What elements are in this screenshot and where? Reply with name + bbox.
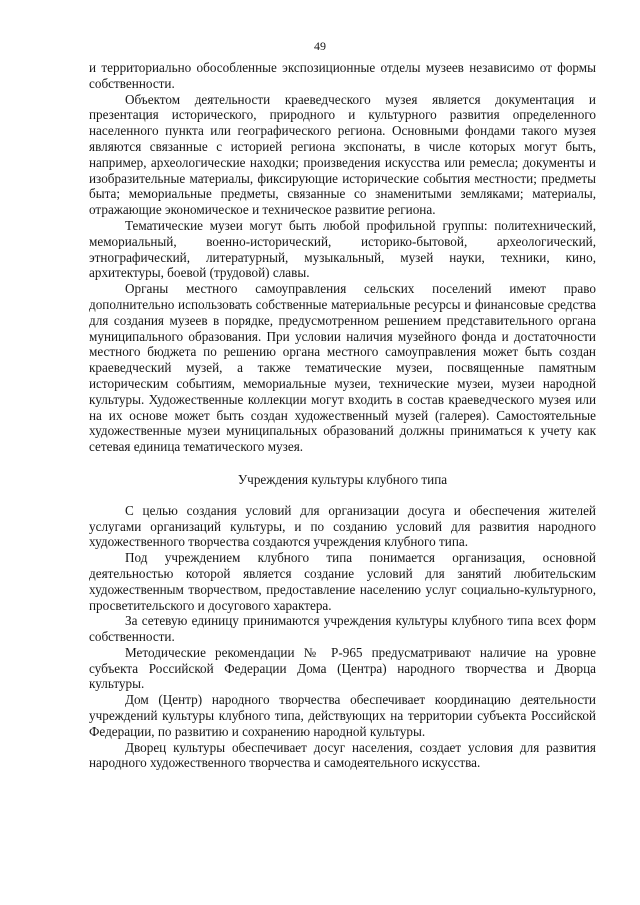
paragraph: и территориально обособленные экспозиционные отделы музеев независимо от формы собственности. <box>89 60 596 91</box>
paragraph: Органы местного самоуправления сельских поселений имеют право дополнительно использовать собственные материальные ресурсы и финансовые средства для создания музеев в порядке, предусмотренном решением представительного органа муниципального образования. При условии наличия музейного фонда и достаточности местного бюджета по решению органа местного самоуправления может быть создан краеведческий музей, а также тематические музеи, посвященные памятным историческим событиям, мемориальные музеи, технические музеи, музеи народной культуры. Художественные коллекции могут входить в состав краеведческого музея или на их основе может быть создан художественный музей (галерея). Самостоятельные художественные музеи муниципальных образований должны приниматься к учету как сетевая единица тематического музея. <box>89 281 596 455</box>
document-body <box>89 60 596 771</box>
paragraph: Дворец культуры обеспечивает досуг населения, создает условия для развития народного художественного творчества и самодеятельного искусства. <box>89 739 596 771</box>
paragraph: Под учреждением клубного типа понимается организация, основной деятельностью которой является создание условий для занятий любительским художественным творчеством, предоставление населению услуг социально-культурного, просветительского и досугового характера. <box>89 550 596 613</box>
paragraph: Объектом деятельности краеведческого музея является документация и презентация исторического, природного и культурного развития определенного населенного пункта или географического региона. Основными фондами такого музея являются связанные с историей региона экспонаты, в числе которых могут быть, например, археологические находки; произведения искусства или ремесла; документы и изобразительные материалы, фиксирующие исторические события местности; предметы быта; мемориальные предметы, связанные со знаменитыми земляками; материалы, отражающие экономическое и техническое развитие региона. <box>89 91 596 218</box>
section-title: Учреждения культуры клубного типа <box>237 471 448 487</box>
paragraph: За сетевую единицу принимаются учреждения культуры клубного типа всех форм собственности. <box>89 613 596 645</box>
paragraph: Тематические музеи могут быть любой профильной группы: политехнический, мемориальный, военно-исторический, историко-бытовой, археологический, этнографический, литературный, музыкальный, музей науки, техники, кино, архитектуры, боевой (трудовой) славы. <box>89 217 596 281</box>
page-number: 49 <box>314 39 326 53</box>
paragraph: С целью создания условий для организации досуга и обеспечения жителей услугами организаций культуры, и по созданию условий для развития народного художественного творчества создаются учреждения клубного типа. <box>89 502 596 550</box>
paragraph: Методические рекомендации № Р-965 предусматривают наличие на уровне субъекта Российской Федерации Дома (Центра) народного творчества и Дворца культуры. <box>89 644 596 692</box>
paragraph: Дом (Центр) народного творчества обеспечивает координацию деятельности учреждений культуры клубного типа, действующих на территории субъекта Российской Федерации, по развитию и сохранению народной культуры. <box>89 692 596 739</box>
